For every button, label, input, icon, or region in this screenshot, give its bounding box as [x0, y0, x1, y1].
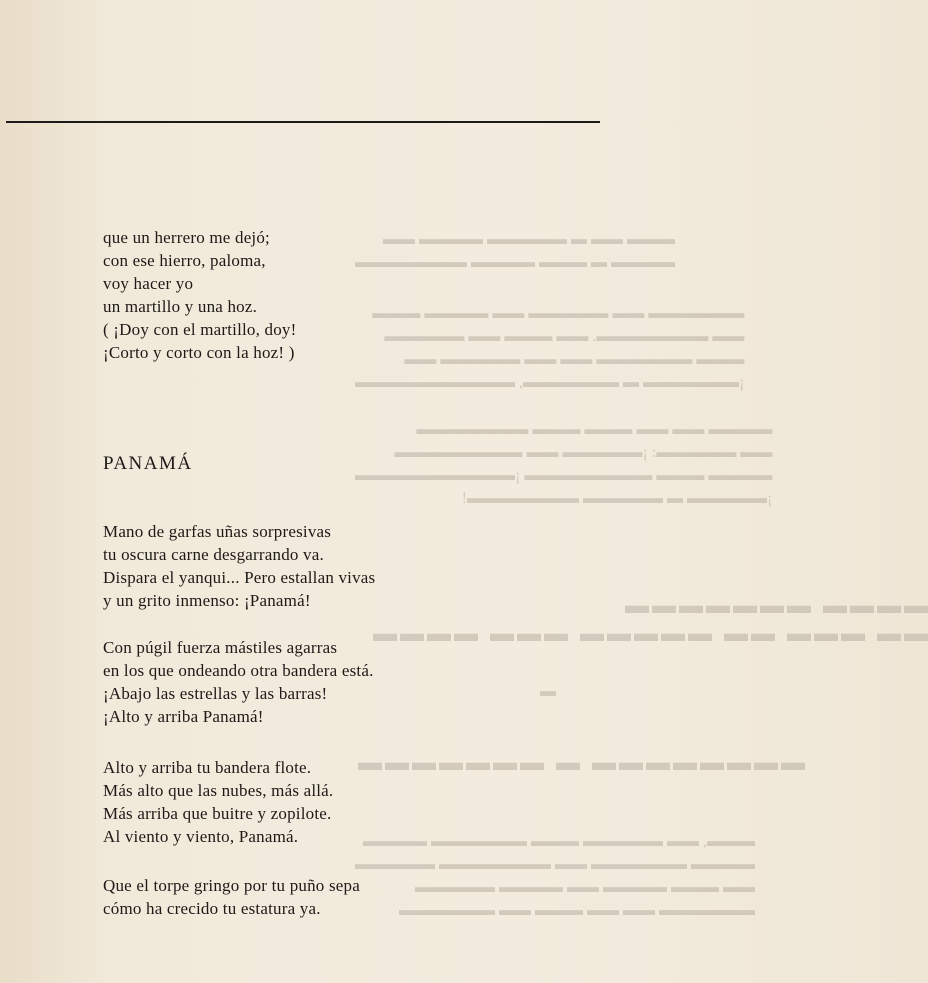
- bleed-through-text: ▬▬▬▬ ▬▬ ▬▬ ▬▬▬ ▬▬▬ ▬▬▬▬▬▬▬ ▬▬ ▬▬▬▬▬: ¡▬▬▬▬▬ ▬▬ ▬▬▬▬▬▬▬▬ ▬▬▬▬ ▬▬▬ ▬▬▬▬▬▬▬▬ ¡▬▬▬▬▬▬▬▬▬▬ ¡▬▬▬▬▬ ▬ ▬▬▬▬▬ ▬▬▬▬▬▬▬!: [355, 421, 773, 507]
- bleed-through-heading: ▬▬▬▬▬▬▬▬ ▬ ▬▬▬▬▬▬▬: [355, 750, 805, 776]
- verse-line: ¡Corto y corto con la hoz! ): [103, 343, 295, 362]
- verse-line: Que el torpe gringo por tu puño sepa: [103, 876, 360, 895]
- verse-line: ( ¡Doy con el martillo, doy!: [103, 320, 297, 339]
- verse-line: tu oscura carne desgarrando va.: [103, 545, 324, 564]
- header-rule: [6, 121, 600, 123]
- verse-line: Dispara el yanqui... Pero estallan vivas: [103, 568, 376, 587]
- stanza-2: [103, 636, 374, 728]
- verse-line: y un grito inmenso: ¡Panamá!: [103, 591, 311, 610]
- stanza-4: [103, 874, 360, 920]
- bleed-through-text: ▬▬▬▬▬▬ ▬▬ ▬▬▬▬▬ ▬▬ ▬▬▬▬ ▬▬▬ ▬▬ ▬▬▬▬▬▬▬. ▬▬ ▬▬▬ ▬▬ ▬▬▬▬▬ ▬▬▬ ▬▬▬▬▬▬ ▬▬ ▬▬ ▬▬▬▬▬ ▬▬ ¡▬▬▬▬▬▬ ▬ ▬▬▬▬▬▬, ▬▬▬▬▬▬▬▬▬▬: [355, 305, 745, 391]
- verse-line: Más arriba que buitre y zopilote.: [103, 804, 332, 823]
- verse-line: Alto y arriba tu bandera flote.: [103, 758, 312, 777]
- poem-title: PANAMÁ: [103, 453, 193, 474]
- verse-line: Mano de garfas uñas sorpresivas: [103, 522, 332, 541]
- verse-line: que un herrero me dejó;: [103, 228, 270, 247]
- verse-line: con ese hierro, paloma,: [103, 251, 266, 270]
- stanza-1: [103, 520, 375, 612]
- bleed-through-text: ▬▬▬, ▬▬ ▬▬▬▬▬ ▬▬▬ ▬▬▬▬▬▬ ▬▬▬▬ ▬▬▬▬ ▬▬▬▬▬▬ ▬▬ ▬▬▬▬▬▬▬ ▬▬▬▬▬ ▬▬ ▬▬▬ ▬▬▬▬ ▬▬ ▬▬▬▬ ▬▬▬▬▬ ▬▬▬▬▬▬ ▬▬ ▬▬ ▬▬▬ ▬▬ ▬▬▬▬▬▬: [355, 833, 755, 919]
- verse-line: en los que ondeando otra bandera está.: [103, 661, 374, 680]
- verse-line: Con púgil fuerza mástiles agarras: [103, 638, 338, 657]
- bleed-through-text: ▬▬▬ ▬▬ ▬ ▬▬▬▬▬ ▬▬▬▬ ▬▬ ▬▬▬▬ ▬ ▬▬▬ ▬▬▬▬ ▬▬▬▬▬▬▬: [355, 231, 675, 271]
- verse-line: voy hacer yo: [103, 274, 194, 293]
- verse-line: ¡Alto y arriba Panamá!: [103, 707, 264, 726]
- stanza-3: [103, 756, 333, 848]
- verse-line: un martillo y una hoz.: [103, 297, 258, 316]
- verse-line: Más alto que las nubes, más allá.: [103, 781, 334, 800]
- verse-line: ¡Abajo las estrellas y las barras!: [103, 684, 328, 703]
- bleed-through-numeral: ▬: [540, 683, 556, 700]
- verse-line: Al viento y viento, Panamá.: [103, 827, 299, 846]
- bleed-through-heading: ▬▬▬▬ ▬▬▬▬▬▬▬ ▬▬ ▬▬▬ ▬▬ ▬▬▬▬▬ ▬▬▬ ▬▬▬▬: [370, 593, 928, 647]
- poem-fragment-stanza: [103, 226, 297, 364]
- verse-line: cómo ha crecido tu estatura ya.: [103, 899, 321, 918]
